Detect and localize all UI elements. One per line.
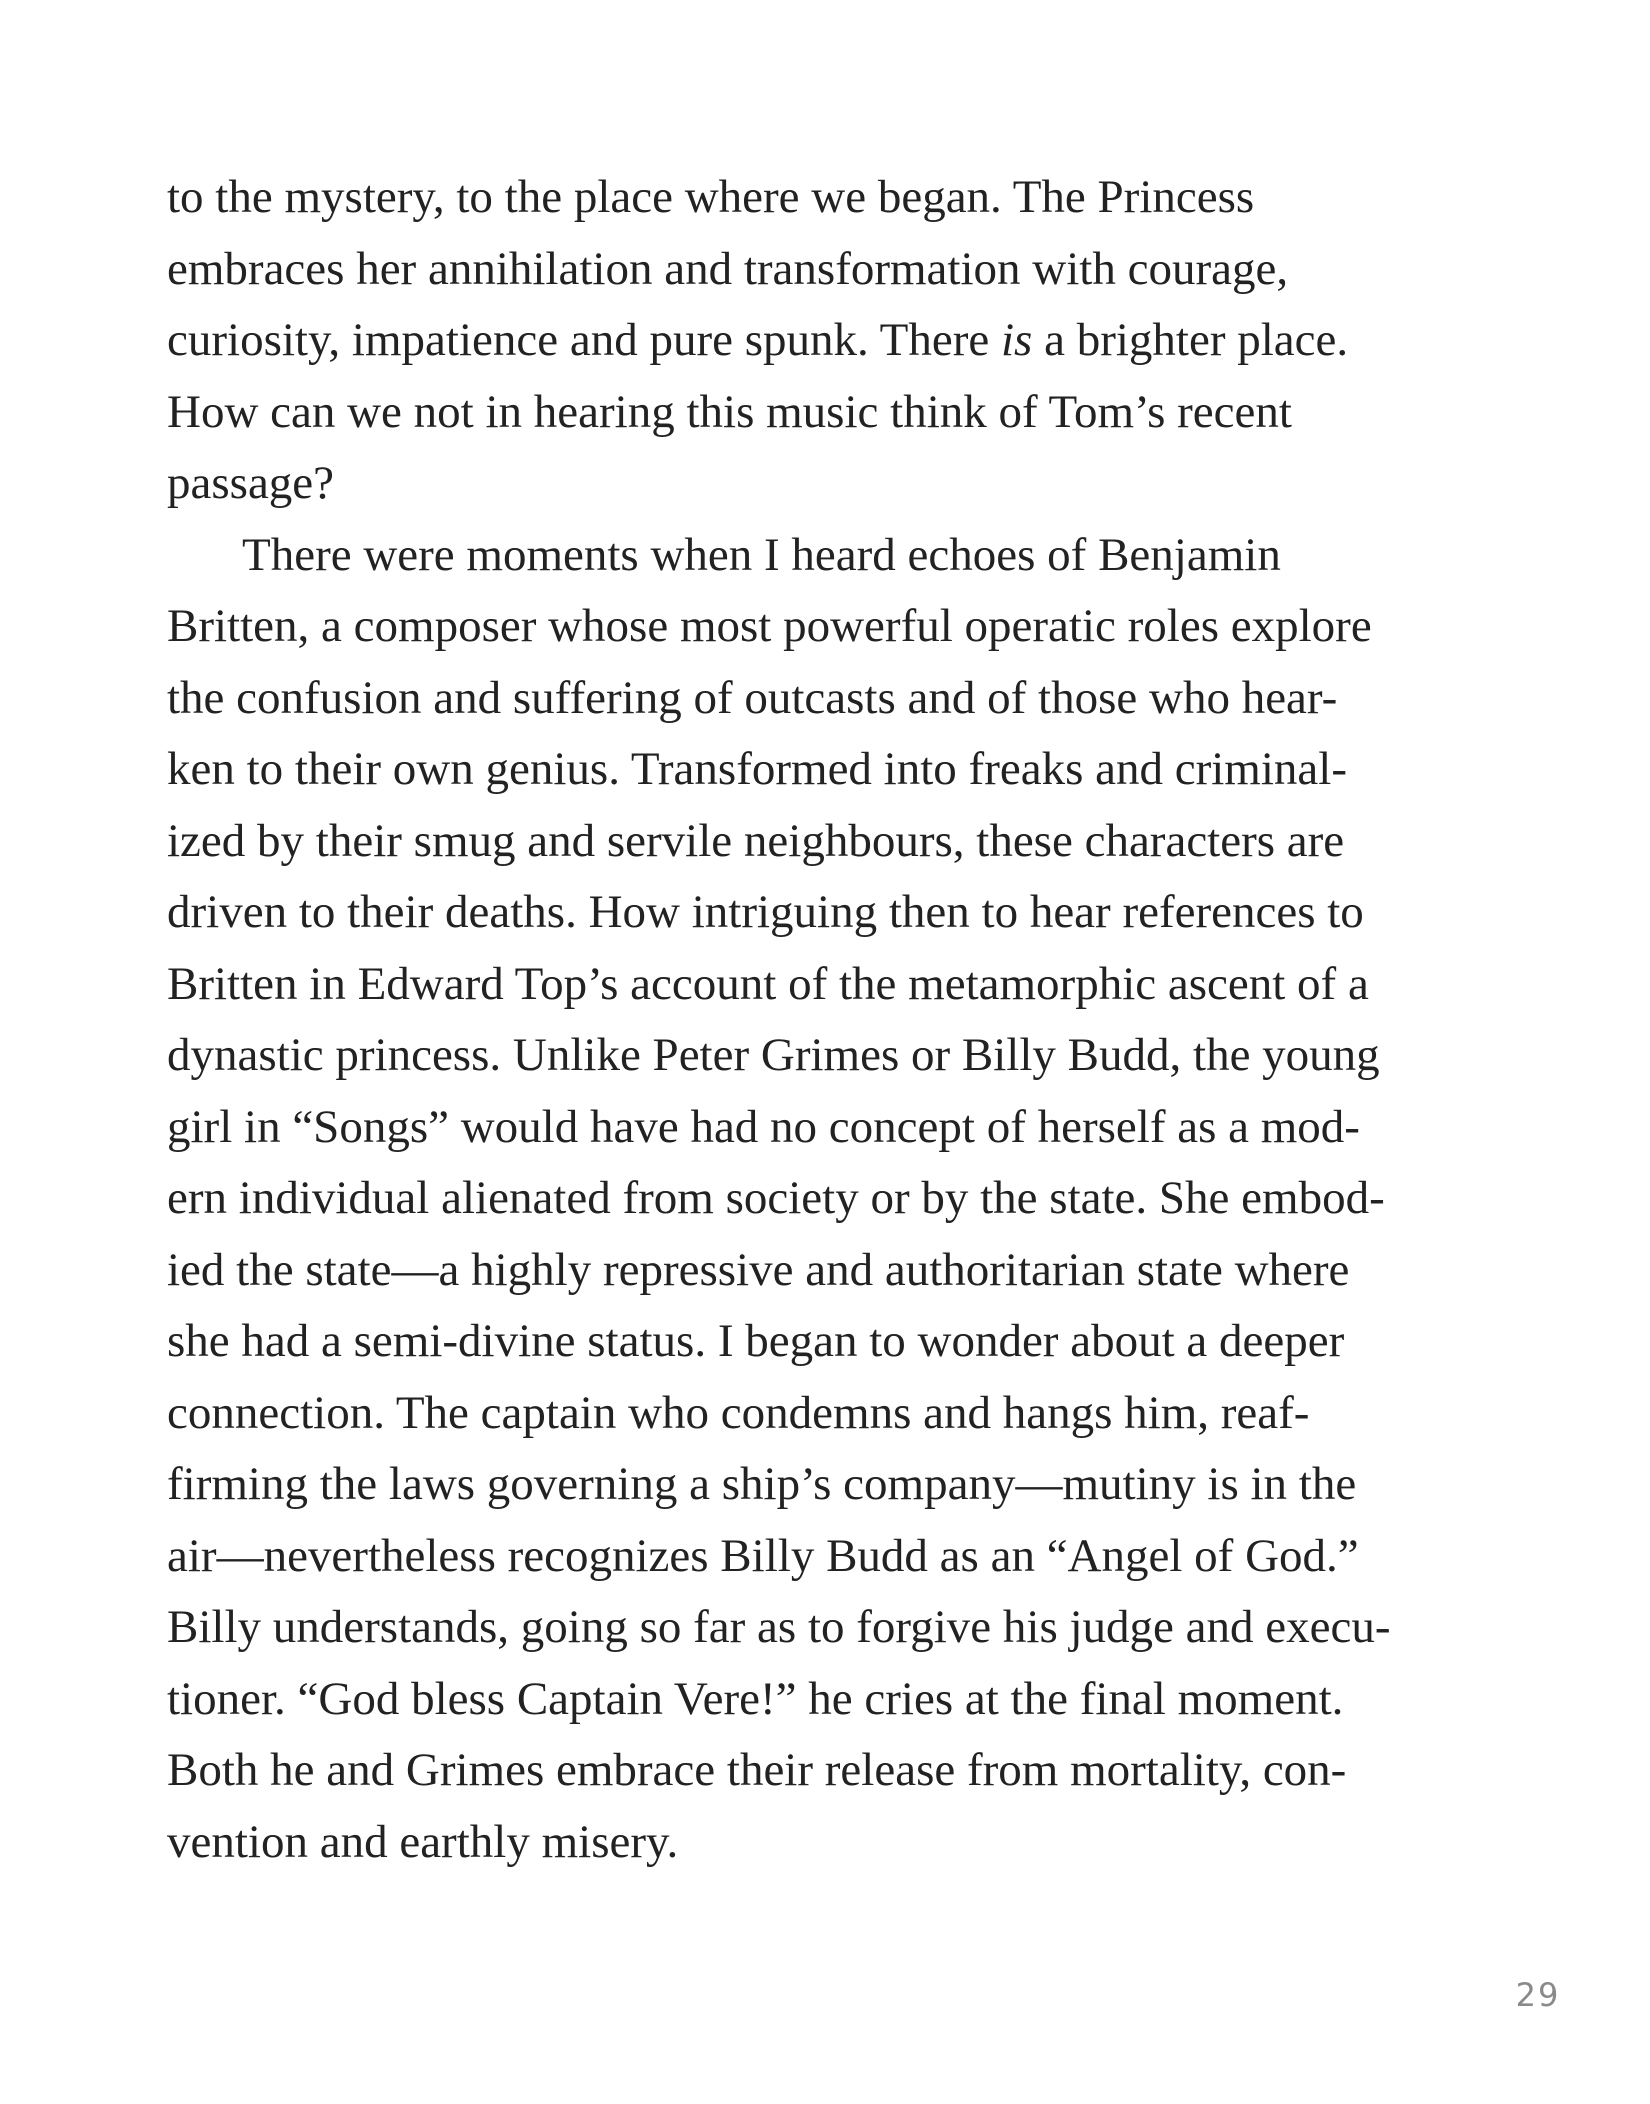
text-line: Britten in Edward Top’s account of the metamorphic ascent of a [167, 957, 1369, 1010]
text-line: passage? [167, 457, 335, 509]
text-line: the confusion and suffering of outcasts and of those who hear- [167, 671, 1338, 724]
page-number: 29 [1515, 1976, 1561, 2014]
text-line: ized by their smug and servile neighbours, these characters are [167, 814, 1345, 867]
text-line: ied the state—a highly repressive and authoritarian state where [167, 1243, 1350, 1296]
text-line: ern individual alienated from society or by the state. She embod- [167, 1172, 1385, 1224]
text-line: driven to their deaths. How intriguing then to hear references to [167, 886, 1364, 938]
text-line: dynastic princess. Unlike Peter Grimes or Billy Budd, the young [167, 1029, 1380, 1081]
text-line: to the mystery, to the place where we began. The Princess [167, 171, 1255, 223]
body-text [167, 162, 1507, 1878]
text-line: How can we not in hearing this music think of Tom’s recent [167, 385, 1292, 438]
text-line: connection. The captain who condemns and hangs him, reaf- [167, 1386, 1310, 1439]
text-run: a brighter place. [1032, 314, 1349, 366]
text-run: curiosity, impatience and pure spunk. There [167, 314, 1001, 366]
text-line: tioner. “God bless Captain Vere!” he cries at the final moment. [167, 1672, 1344, 1725]
text-line: firming the laws governing a ship’s company—mutiny is in the [167, 1458, 1357, 1510]
text-line: embraces her annihilation and transformation with courage, [167, 242, 1289, 295]
text-line: Both he and Grimes embrace their release from mortality, con- [167, 1744, 1347, 1796]
paragraph-start-line: There were moments when I heard echoes of Benjamin [242, 528, 1281, 581]
text-line: air—nevertheless recognizes Billy Budd as an “Angel of God.” [167, 1529, 1359, 1582]
text-line: vention and earthly misery. [167, 1815, 679, 1868]
italic-emphasis: is [1001, 314, 1033, 366]
text-line: Billy understands, going so far as to forgive his judge and execu- [167, 1601, 1391, 1653]
text-line: Britten, a composer whose most powerful operatic roles explore [167, 600, 1372, 652]
text-line [167, 305, 1507, 377]
text-line: ken to their own genius. Transformed into freaks and criminal- [167, 743, 1347, 795]
text-line: she had a semi-divine status. I began to wonder about a deeper [167, 1315, 1345, 1367]
text-line: girl in “Songs” would have had no concept of herself as a mod- [167, 1100, 1360, 1153]
